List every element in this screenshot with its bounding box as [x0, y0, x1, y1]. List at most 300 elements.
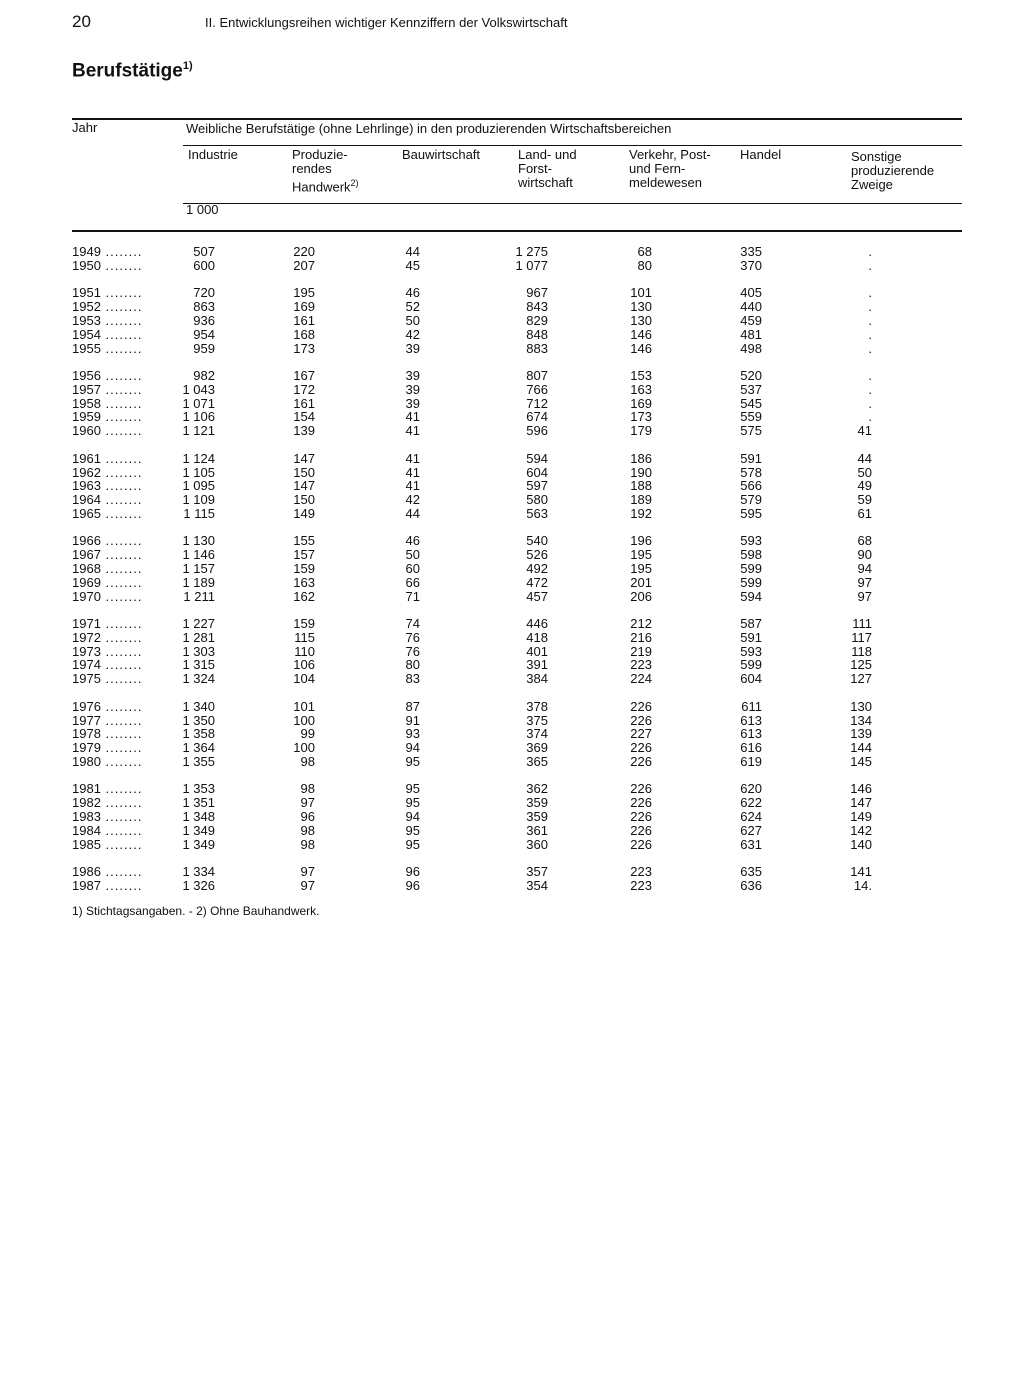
cell-industrie: 1 095 [182, 478, 215, 493]
cell-sonstige: . [868, 396, 872, 411]
year-value: 1955 [72, 341, 101, 356]
cell-bauwirtschaft: 76 [405, 630, 420, 645]
cell-handwerk: 139 [293, 423, 315, 438]
footnote: 1) Stichtagsangaben. - 2) Ohne Bauhandwerk. [72, 904, 320, 918]
cell-land-forst: 843 [526, 299, 548, 314]
cell-bauwirtschaft: 41 [405, 423, 420, 438]
cell-verkehr: 212 [630, 616, 652, 631]
cell-industrie: 600 [193, 258, 215, 273]
year-value: 1981 [72, 781, 101, 796]
year-value: 1971 [72, 616, 101, 631]
year-value: 1980 [72, 754, 101, 769]
year-value: 1984 [72, 823, 101, 838]
table-row [0, 672, 1024, 686]
cell-land-forst: 526 [526, 547, 548, 562]
column-header-bauwirtschaft: Bauwirtschaft [402, 147, 481, 162]
year-cell [72, 810, 142, 824]
year-value: 1976 [72, 699, 101, 714]
cell-handel: 498 [740, 341, 762, 356]
cell-handel: 599 [740, 575, 762, 590]
cell-verkehr: 226 [630, 781, 652, 796]
cell-bauwirtschaft: 44 [405, 244, 420, 259]
cell-bauwirtschaft: 39 [405, 396, 420, 411]
cell-bauwirtschaft: 95 [405, 781, 420, 796]
cell-land-forst: 354 [526, 878, 548, 893]
cell-verkehr: 226 [630, 754, 652, 769]
cell-industrie: 1 281 [182, 630, 215, 645]
title-footnote-marker: 1) [182, 60, 193, 72]
cell-land-forst: 604 [526, 465, 548, 480]
cell-handwerk: 220 [293, 244, 315, 259]
year-value: 1986 [72, 864, 101, 879]
cell-sonstige: 145 [850, 754, 872, 769]
leader-dots: ........ [100, 547, 143, 562]
table-row [0, 631, 1024, 645]
year-cell [72, 259, 142, 273]
year-cell [72, 672, 142, 686]
cell-sonstige: 127 [850, 671, 872, 686]
table-row [0, 617, 1024, 631]
cell-handel: 620 [740, 781, 762, 796]
table-row [0, 727, 1024, 741]
leader-dots: ........ [100, 699, 143, 714]
cell-sonstige: 125 [850, 657, 872, 672]
cell-verkehr: 196 [630, 533, 652, 548]
cell-handwerk: 98 [300, 837, 315, 852]
cell-verkehr: 192 [630, 506, 652, 521]
cell-sonstige: 94 [857, 561, 872, 576]
table-row [0, 534, 1024, 548]
year-cell [72, 562, 142, 576]
running-head: II. Entwicklungsreihen wichtiger Kennziffern der Volkswirtschaft [205, 15, 568, 30]
cell-bauwirtschaft: 60 [405, 561, 420, 576]
table-row [0, 507, 1024, 521]
cell-industrie: 1 071 [182, 396, 215, 411]
year-value: 1967 [72, 547, 101, 562]
cell-bauwirtschaft: 94 [405, 809, 420, 824]
cell-land-forst: 807 [526, 368, 548, 383]
cell-sonstige: 61 [857, 506, 872, 521]
cell-verkehr: 223 [630, 864, 652, 879]
table-row [0, 700, 1024, 714]
leader-dots: ........ [100, 451, 143, 466]
cell-sonstige: . [868, 258, 872, 273]
cell-industrie: 1 211 [183, 589, 215, 604]
year-cell [72, 838, 142, 852]
cell-industrie: 1 157 [182, 561, 215, 576]
year-cell [72, 300, 142, 314]
cell-sonstige: 49 [857, 478, 872, 493]
year-value: 1978 [72, 726, 101, 741]
year-cell [72, 369, 142, 383]
cell-industrie: 1 350 [182, 713, 215, 728]
unit-label: 1 000 [186, 202, 219, 217]
cell-bauwirtschaft: 42 [405, 327, 420, 342]
cell-sonstige: 90 [857, 547, 872, 562]
cell-sonstige: . [868, 313, 872, 328]
cell-bauwirtschaft: 41 [405, 478, 420, 493]
cell-handel: 599 [740, 657, 762, 672]
cell-handel: 591 [740, 451, 762, 466]
cell-land-forst: 365 [526, 754, 548, 769]
cell-bauwirtschaft: 46 [405, 285, 420, 300]
year-value: 1979 [72, 740, 101, 755]
cell-verkehr: 146 [630, 341, 652, 356]
year-cell [72, 576, 142, 590]
cell-bauwirtschaft: 44 [405, 506, 420, 521]
cell-handel: 370 [740, 258, 762, 273]
cell-handel: 611 [741, 699, 762, 714]
table-row [0, 410, 1024, 424]
cell-handwerk: 100 [293, 740, 315, 755]
cell-bauwirtschaft: 50 [405, 547, 420, 562]
cell-land-forst: 712 [526, 396, 548, 411]
cell-bauwirtschaft: 39 [405, 341, 420, 356]
leader-dots: ........ [100, 299, 143, 314]
cell-land-forst: 472 [526, 575, 548, 590]
year-value: 1969 [72, 575, 101, 590]
table-row [0, 782, 1024, 796]
year-header: Jahr [72, 120, 98, 135]
table-top-rule [72, 118, 962, 120]
cell-handel: 481 [740, 327, 762, 342]
cell-sonstige: . [868, 244, 872, 259]
cell-verkehr: 219 [630, 644, 652, 659]
cell-handwerk: 154 [293, 409, 315, 424]
group-header: Weibliche Berufstätige (ohne Lehrlinge) in den produzierenden Wirtschaftsbereichen [186, 121, 672, 136]
cell-bauwirtschaft: 96 [405, 864, 420, 879]
cell-verkehr: 189 [630, 492, 652, 507]
cell-handel: 635 [740, 864, 762, 879]
year-cell [72, 658, 142, 672]
year-value: 1953 [72, 313, 101, 328]
year-value: 1985 [72, 837, 101, 852]
cell-handwerk: 173 [293, 341, 315, 356]
cell-handwerk: 167 [293, 368, 315, 383]
cell-bauwirtschaft: 41 [405, 409, 420, 424]
cell-industrie: 959 [193, 341, 215, 356]
cell-handel: 559 [740, 409, 762, 424]
leader-dots: ........ [100, 313, 143, 328]
cell-handel: 631 [740, 837, 762, 852]
year-cell [72, 286, 142, 300]
cell-land-forst: 492 [526, 561, 548, 576]
cell-industrie: 1 130 [182, 533, 215, 548]
cell-land-forst: 357 [526, 864, 548, 879]
year-cell [72, 314, 142, 328]
cell-handel: 520 [740, 368, 762, 383]
leader-dots: ........ [100, 533, 143, 548]
year-cell [72, 383, 142, 397]
leader-dots: ........ [100, 823, 143, 838]
cell-handwerk: 99 [300, 726, 315, 741]
cell-verkehr: 226 [630, 699, 652, 714]
table-row [0, 245, 1024, 259]
table-row [0, 658, 1024, 672]
leader-dots: ........ [100, 589, 143, 604]
cell-sonstige: 141 [850, 864, 872, 879]
column-header-handwerk [292, 148, 359, 194]
year-value: 1959 [72, 409, 101, 424]
leader-dots: ........ [100, 478, 143, 493]
cell-handwerk: 207 [293, 258, 315, 273]
cell-industrie: 1 340 [182, 699, 215, 714]
cell-verkehr: 195 [630, 547, 652, 562]
cell-handel: 593 [740, 644, 762, 659]
table-row [0, 369, 1024, 383]
year-value: 1962 [72, 465, 101, 480]
cell-industrie: 1 326 [182, 878, 215, 893]
cell-sonstige: 14. [853, 878, 872, 893]
leader-dots: ........ [100, 258, 143, 273]
cell-land-forst: 375 [526, 713, 548, 728]
year-cell [72, 617, 142, 631]
cell-verkehr: 68 [637, 244, 652, 259]
cell-land-forst: 359 [526, 809, 548, 824]
cell-bauwirtschaft: 93 [405, 726, 420, 741]
cell-verkehr: 153 [630, 368, 652, 383]
cell-sonstige: 97 [857, 575, 872, 590]
leader-dots: ........ [100, 754, 143, 769]
leader-dots: ........ [100, 465, 143, 480]
year-cell [72, 493, 142, 507]
year-cell [72, 328, 142, 342]
cell-handel: 545 [740, 396, 762, 411]
cell-handwerk: 106 [293, 657, 315, 672]
column-header-industrie: Industrie [188, 147, 238, 162]
cell-handwerk: 163 [293, 575, 315, 590]
cell-industrie: 1 315 [182, 657, 215, 672]
cell-handwerk: 98 [300, 781, 315, 796]
cell-industrie: 720 [193, 285, 215, 300]
year-value: 1968 [72, 561, 101, 576]
table-row [0, 314, 1024, 328]
cell-industrie: 1 334 [182, 864, 215, 879]
cell-verkehr: 226 [630, 795, 652, 810]
year-value: 1970 [72, 589, 101, 604]
cell-sonstige: 118 [851, 644, 872, 659]
year-value: 1983 [72, 809, 101, 824]
year-cell [72, 590, 142, 604]
year-cell [72, 727, 142, 741]
year-value: 1966 [72, 533, 101, 548]
cell-handwerk: 157 [293, 547, 315, 562]
cell-industrie: 1 109 [182, 492, 215, 507]
leader-dots: ........ [100, 864, 143, 879]
table-row [0, 548, 1024, 562]
cell-bauwirtschaft: 52 [405, 299, 420, 314]
cell-industrie: 1 115 [183, 506, 215, 521]
table-row [0, 810, 1024, 824]
year-value: 1972 [72, 630, 101, 645]
cell-handwerk: 162 [293, 589, 315, 604]
leader-dots: ........ [100, 382, 143, 397]
year-value: 1956 [72, 368, 101, 383]
cell-sonstige: 111 [852, 616, 872, 631]
leader-dots: ........ [100, 795, 143, 810]
cell-handwerk: 150 [293, 492, 315, 507]
cell-verkehr: 224 [630, 671, 652, 686]
cell-handwerk: 110 [294, 644, 315, 659]
cell-verkehr: 223 [630, 878, 652, 893]
cell-bauwirtschaft: 50 [405, 313, 420, 328]
leader-dots: ........ [100, 423, 143, 438]
leader-dots: ........ [100, 575, 143, 590]
cell-handel: 619 [740, 754, 762, 769]
year-cell [72, 782, 142, 796]
cell-sonstige: . [868, 299, 872, 314]
year-cell [72, 741, 142, 755]
column-header-land-forst: Land- und Forst- wirtschaft [518, 147, 577, 190]
cell-land-forst: 457 [526, 589, 548, 604]
cell-handwerk: 147 [293, 478, 315, 493]
column-footnote-marker: 2) [350, 178, 359, 188]
cell-handwerk: 159 [293, 561, 315, 576]
cell-sonstige: 139 [850, 726, 872, 741]
cell-handwerk: 195 [293, 285, 315, 300]
cell-handel: 587 [740, 616, 762, 631]
cell-industrie: 982 [193, 368, 215, 383]
leader-dots: ........ [100, 657, 143, 672]
leader-dots: ........ [100, 341, 143, 356]
year-cell [72, 507, 142, 521]
cell-handel: 613 [740, 713, 762, 728]
leader-dots: ........ [100, 327, 143, 342]
cell-bauwirtschaft: 66 [405, 575, 420, 590]
leader-dots: ........ [100, 837, 143, 852]
cell-handwerk: 172 [293, 382, 315, 397]
cell-handel: 440 [740, 299, 762, 314]
cell-bauwirtschaft: 87 [405, 699, 420, 714]
leader-dots: ........ [100, 396, 143, 411]
cell-land-forst: 967 [526, 285, 548, 300]
cell-sonstige: 142 [850, 823, 872, 838]
table-row [0, 755, 1024, 769]
cell-industrie: 507 [193, 244, 215, 259]
cell-verkehr: 179 [630, 423, 652, 438]
cell-land-forst: 1 077 [515, 258, 548, 273]
year-value: 1950 [72, 258, 101, 273]
group-header-rule [183, 145, 962, 146]
table-row [0, 493, 1024, 507]
cell-handwerk: 150 [293, 465, 315, 480]
cell-sonstige: 147 [850, 795, 872, 810]
year-cell [72, 631, 142, 645]
cell-handwerk: 100 [293, 713, 315, 728]
leader-dots: ........ [100, 616, 143, 631]
cell-handel: 604 [740, 671, 762, 686]
table-row [0, 424, 1024, 438]
cell-industrie: 1 324 [182, 671, 215, 686]
cell-industrie: 1 353 [182, 781, 215, 796]
cell-land-forst: 384 [526, 671, 548, 686]
cell-handwerk: 149 [293, 506, 315, 521]
cell-bauwirtschaft: 39 [405, 382, 420, 397]
cell-verkehr: 195 [630, 561, 652, 576]
year-cell [72, 865, 142, 879]
year-cell [72, 410, 142, 424]
table-row [0, 562, 1024, 576]
cell-handwerk: 155 [293, 533, 315, 548]
cell-land-forst: 1 275 [515, 244, 548, 259]
year-value: 1961 [72, 451, 101, 466]
cell-handel: 537 [740, 382, 762, 397]
cell-sonstige: 140 [850, 837, 872, 852]
cell-land-forst: 418 [526, 630, 548, 645]
cell-bauwirtschaft: 45 [405, 258, 420, 273]
leader-dots: ........ [100, 409, 143, 424]
cell-bauwirtschaft: 46 [405, 533, 420, 548]
cell-handwerk: 169 [293, 299, 315, 314]
cell-verkehr: 227 [630, 726, 652, 741]
cell-handwerk: 147 [293, 451, 315, 466]
cell-land-forst: 580 [526, 492, 548, 507]
cell-bauwirtschaft: 41 [405, 451, 420, 466]
year-cell [72, 700, 142, 714]
year-cell [72, 424, 142, 438]
cell-verkehr: 186 [630, 451, 652, 466]
cell-verkehr: 101 [630, 285, 652, 300]
cell-sonstige: 146 [850, 781, 872, 796]
leader-dots: ........ [100, 630, 143, 645]
cell-sonstige: 130 [850, 699, 872, 714]
column-header-verkehr: Verkehr, Post- und Fern- meldewesen [629, 147, 711, 190]
cell-bauwirtschaft: 95 [405, 837, 420, 852]
cell-handwerk: 168 [293, 327, 315, 342]
cell-bauwirtschaft: 95 [405, 823, 420, 838]
cell-handwerk: 104 [293, 671, 315, 686]
table-row [0, 328, 1024, 342]
table-row [0, 479, 1024, 493]
leader-dots: ........ [100, 809, 143, 824]
cell-handwerk: 97 [300, 864, 315, 879]
cell-verkehr: 173 [630, 409, 652, 424]
cell-handel: 613 [740, 726, 762, 741]
leader-dots: ........ [100, 713, 143, 728]
cell-land-forst: 360 [526, 837, 548, 852]
cell-industrie: 936 [193, 313, 215, 328]
year-value: 1960 [72, 423, 101, 438]
year-value: 1951 [72, 285, 101, 300]
table-row [0, 259, 1024, 273]
cell-land-forst: 848 [526, 327, 548, 342]
year-value: 1952 [72, 299, 101, 314]
cell-industrie: 1 105 [182, 465, 215, 480]
cell-handwerk: 101 [293, 699, 315, 714]
year-value: 1949 [72, 244, 101, 259]
leader-dots: ........ [100, 671, 143, 686]
year-value: 1964 [72, 492, 101, 507]
cell-verkehr: 169 [630, 396, 652, 411]
cell-sonstige: 97 [857, 589, 872, 604]
cell-land-forst: 446 [526, 616, 548, 631]
cell-bauwirtschaft: 42 [405, 492, 420, 507]
cell-handwerk: 98 [300, 823, 315, 838]
cell-verkehr: 188 [630, 478, 652, 493]
cell-sonstige: . [868, 285, 872, 300]
cell-bauwirtschaft: 95 [405, 754, 420, 769]
cell-land-forst: 362 [526, 781, 548, 796]
leader-dots: ........ [100, 285, 143, 300]
year-value: 1954 [72, 327, 101, 342]
cell-handel: 598 [740, 547, 762, 562]
cell-land-forst: 374 [526, 726, 548, 741]
cell-land-forst: 883 [526, 341, 548, 356]
unit-rule [183, 203, 962, 204]
cell-sonstige: 149 [850, 809, 872, 824]
cell-verkehr: 163 [630, 382, 652, 397]
leader-dots: ........ [100, 244, 143, 259]
